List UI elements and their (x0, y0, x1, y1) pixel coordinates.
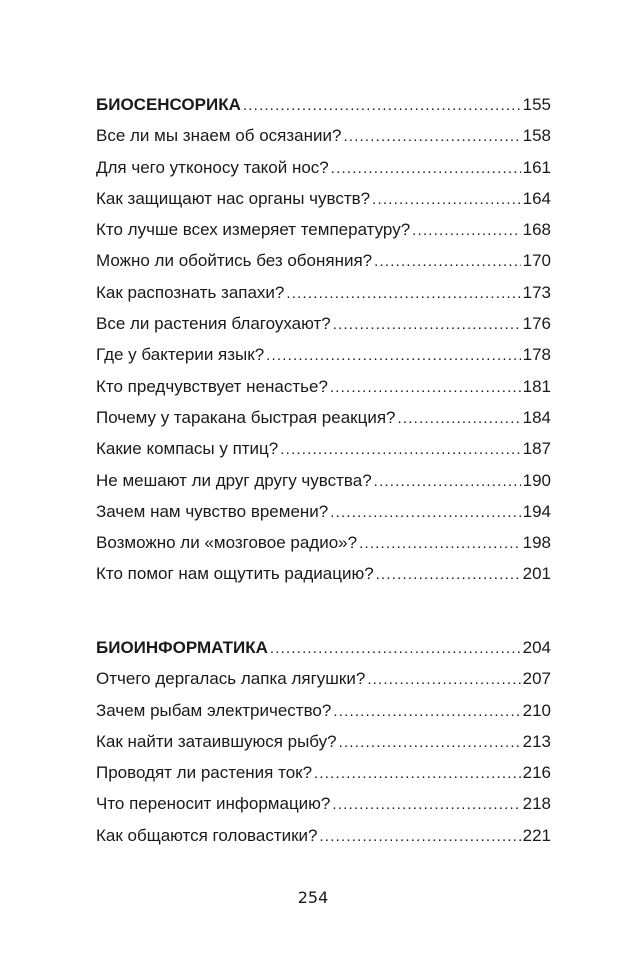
toc-entry-page: 187 (522, 439, 551, 459)
toc-entry-title: Кто помог нам ощутить радиацию? (96, 564, 374, 584)
toc-entry-title: Почему у таракана быстрая реакция? (96, 407, 396, 427)
toc-entry-title: Как найти затаившуюся рыбу? (96, 731, 337, 751)
toc-entry-title: Для чего утконосу такой нос? (96, 157, 329, 177)
toc-entry-page: 207 (522, 669, 551, 689)
leader-dots (320, 821, 521, 852)
toc-entry (96, 465, 551, 496)
toc-entry (96, 245, 551, 276)
toc-entry-page: 184 (522, 407, 551, 427)
leader-dots (374, 246, 520, 277)
toc-entry-page: 190 (522, 470, 551, 490)
toc-entry (96, 788, 551, 819)
leader-dots (372, 184, 520, 215)
toc-entry-title: Как распознать запахи? (96, 282, 285, 302)
toc-entry-page: 161 (522, 157, 551, 177)
leader-dots (286, 278, 520, 309)
page-number: 254 (297, 888, 329, 907)
toc-heading (96, 89, 551, 120)
toc-heading-title: БИОИНФОРМАТИКА (96, 638, 268, 657)
toc-entry-title: Зачем рыбам электричество? (96, 700, 332, 720)
toc-entry (96, 152, 551, 183)
toc-entry (96, 757, 551, 788)
leader-dots (333, 696, 520, 727)
toc-section-bioinformatics (96, 632, 551, 851)
toc-entry-page: 178 (522, 345, 551, 365)
leader-dots (330, 372, 521, 403)
toc-section-biosensorics (96, 89, 551, 590)
toc-entry-page: 210 (522, 700, 551, 720)
toc-entry-page: 170 (522, 251, 551, 271)
toc-entry (96, 308, 551, 339)
leader-dots (331, 153, 521, 184)
toc-entry-title: Отчего дергалась лапка лягушки? (96, 669, 366, 689)
leader-dots (339, 727, 521, 758)
toc-entry (96, 120, 551, 151)
toc-entry-title: Зачем нам чувство времени? (96, 501, 329, 521)
toc-entry (96, 496, 551, 527)
leader-dots (333, 309, 521, 340)
toc-entry-title: Как общаются головастики? (96, 825, 318, 845)
toc-entry-title: Возможно ли «мозговое радио»? (96, 533, 358, 553)
toc-entry-page: 176 (522, 314, 551, 334)
toc-entry-page: 173 (522, 282, 551, 302)
toc-entry-page: 201 (522, 564, 551, 584)
toc-entry-title: Все ли мы знаем об осязании? (96, 126, 342, 146)
toc-entry-title: Можно ли обойтись без обоняния? (96, 251, 373, 271)
toc-entry (96, 183, 551, 214)
toc-entry-title: Что переносит информацию? (96, 794, 331, 814)
leader-dots (266, 340, 520, 371)
toc-heading-title: БИОСЕНСОРИКА (96, 95, 241, 114)
leader-dots (374, 466, 521, 497)
toc-entry (96, 820, 551, 851)
toc-entry (96, 558, 551, 589)
toc-entry-title: Не мешают ли друг другу чувства? (96, 470, 372, 490)
toc-entry (96, 433, 551, 464)
leader-dots (367, 664, 520, 695)
toc-entry (96, 214, 551, 245)
toc-entry-page: 218 (522, 794, 551, 814)
toc-heading (96, 632, 551, 663)
toc-entry-page: 216 (522, 763, 551, 783)
toc-entry-title: Где у бактерии язык? (96, 345, 265, 365)
leader-dots (398, 403, 521, 434)
toc-heading-page: 204 (522, 638, 551, 657)
toc-entry-page: 221 (522, 825, 551, 845)
toc-entry (96, 663, 551, 694)
toc-entry-title: Какие компасы у птиц? (96, 439, 279, 459)
toc-entry-title: Все ли растения благоухают? (96, 314, 331, 334)
toc-entry (96, 402, 551, 433)
toc-entry-page: 164 (522, 188, 551, 208)
toc-heading-page: 155 (522, 95, 551, 114)
toc-entry (96, 695, 551, 726)
toc-entry-page: 194 (522, 501, 551, 521)
toc-entry-title: Кто предчувствует ненастье? (96, 376, 328, 396)
leader-dots (270, 633, 521, 664)
leader-dots (376, 559, 521, 590)
leader-dots (359, 528, 521, 559)
leader-dots (343, 121, 520, 152)
toc-entry (96, 277, 551, 308)
toc-entry-page: 198 (522, 533, 551, 553)
leader-dots (412, 215, 520, 246)
leader-dots (330, 497, 520, 528)
leader-dots (314, 758, 521, 789)
leader-dots (332, 789, 520, 820)
leader-dots (243, 90, 521, 121)
leader-dots (280, 434, 520, 465)
toc-entry-title: Как защищают нас органы чувств? (96, 188, 371, 208)
toc-entry (96, 371, 551, 402)
toc-entry (96, 726, 551, 757)
toc-entry-page: 213 (522, 731, 551, 751)
toc-entry-title: Проводят ли растения ток? (96, 763, 313, 783)
toc-entry (96, 527, 551, 558)
toc-entry-page: 168 (522, 220, 551, 240)
toc-entry-title: Кто лучше всех измеряет температуру? (96, 220, 411, 240)
toc-entry (96, 339, 551, 370)
toc-entry-page: 181 (522, 376, 551, 396)
toc-entry-page: 158 (522, 126, 551, 146)
